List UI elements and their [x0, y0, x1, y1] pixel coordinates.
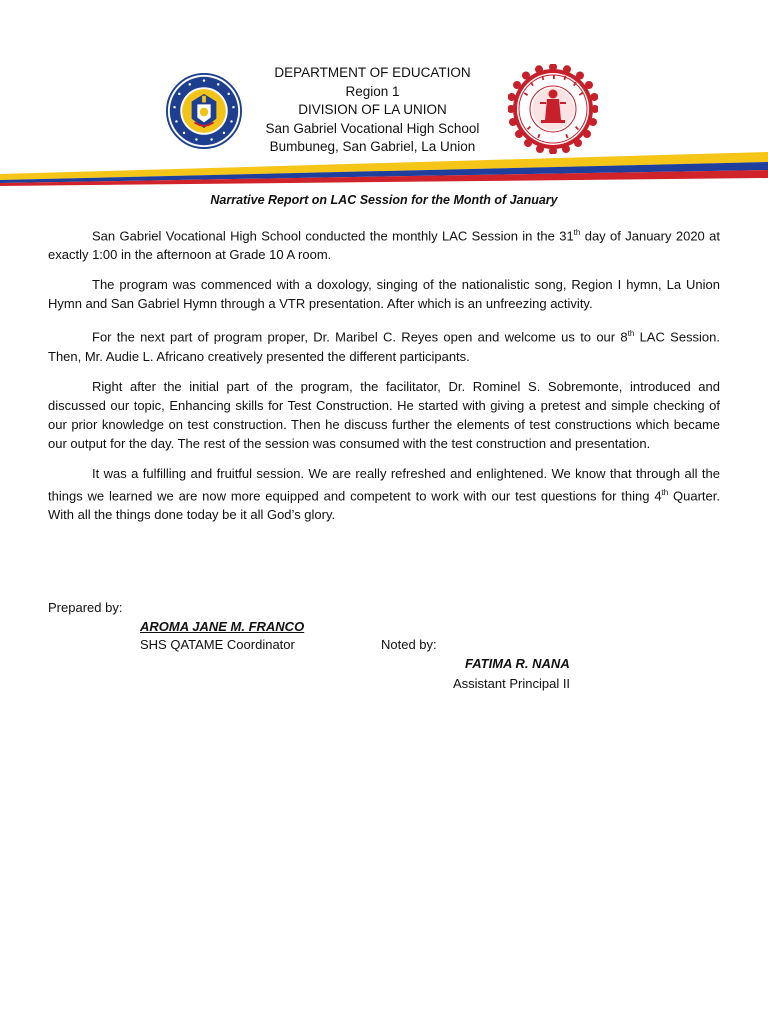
noted-by-label: Noted by:	[381, 637, 437, 652]
report-body	[48, 223, 720, 535]
paragraph-3: For the next part of program proper, Dr. Maribel C. Reyes open and welcome us to our 8th LAC Session. Then, Mr. Audie L. Africano creatively presented the different participants.	[48, 329, 721, 364]
paragraph-2: The program was commenced with a doxology, singing of the nationalistic song, Region I hymn, La Union Hymn and San Gabriel Hymn through a VTR presentation. After which is an unfreezing activity.	[48, 277, 720, 312]
department-name: DEPARTMENT OF EDUCATION	[274, 65, 471, 80]
noter-role: Assistant Principal II	[453, 676, 571, 691]
paragraph-1: San Gabriel Vocational High School conducted the monthly LAC Session in the 31th day of January 2020 at exactly 1:00 in the afternoon at Grade 10 A room.	[48, 228, 720, 263]
noter-name: FATIMA R. NANA	[465, 656, 570, 671]
prepared-by-label: Prepared by:	[48, 600, 123, 615]
school-seal-logo	[508, 64, 598, 154]
report-title: Narrative Report on LAC Session for the Month of January	[210, 193, 558, 207]
division-name: DIVISION OF LA UNION	[298, 102, 447, 117]
letterhead-text	[240, 64, 505, 157]
deped-seal-logo	[166, 73, 242, 149]
region-name: Region 1	[345, 83, 400, 99]
school-address: Bumbuneg, San Gabriel, La Union	[269, 139, 476, 154]
preparer-role: SHS QATAME Coordinator	[140, 637, 295, 652]
school-name: San Gabriel Vocational High School	[265, 120, 480, 136]
flag-ribbon-band	[0, 150, 768, 190]
paragraph-4: Right after the initial part of the program, the facilitator, Dr. Rominel S. Sobremonte, introduced and discussed our topic, Enhancing skills for Test Construction. He started with giving a pretest and simple checking of our prior knowledge on test construction. Then he discuss further the elements of test constructions which became our output for the day. The rest of the session was consumed with the test construction and presentation.	[48, 378, 720, 451]
preparer-name: AROMA JANE M. FRANCO	[140, 619, 305, 634]
letterhead-header	[0, 0, 768, 190]
paragraph-5: It was a fulfilling and fruitful session. We are really refreshed and enlightened. We know that through all the things we learned we are now more equipped and competent to work with our test questions for thing 4th Quarter. With all the things done today be it all God’s glory.	[48, 465, 721, 522]
